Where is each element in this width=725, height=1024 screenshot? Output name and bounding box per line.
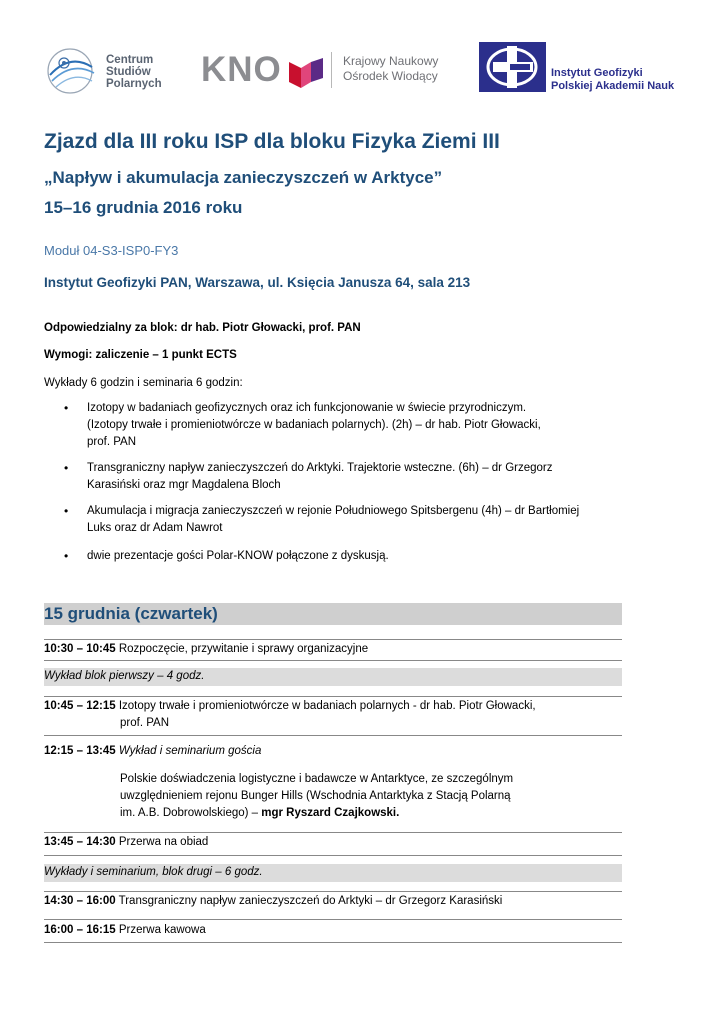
venue: Instytut Geofizyki PAN, Warszawa, ul. Księcia Janusza 64, sala 213 bbox=[44, 275, 471, 290]
responsible-person: Odpowiedzialny za blok: dr hab. Piotr Głowacki, prof. PAN bbox=[44, 322, 361, 334]
row-text: Przerwa na obiad bbox=[118, 836, 209, 848]
desc-line-2: uwzględnieniem rejonu Bunger Hills (Wschodnia Antarktyka z Stacją Polarną bbox=[120, 790, 511, 802]
guest-lecture-description bbox=[44, 771, 622, 822]
igf-logo-text bbox=[551, 67, 674, 93]
divider bbox=[44, 855, 622, 856]
event-date: 15–16 grudnia 2016 roku bbox=[44, 198, 243, 217]
desc-line-3: im. A.B. Dobrowolskiego) – bbox=[120, 807, 259, 819]
table-row bbox=[44, 893, 622, 910]
row-text-cont: prof. PAN bbox=[120, 717, 169, 729]
row-time: 10:30 – 10:45 bbox=[44, 643, 116, 655]
table-row bbox=[44, 922, 622, 939]
divider bbox=[44, 832, 622, 833]
lecture-2-line-1: • Transgraniczny napływ zanieczyszczeń do Arktyki. Trajektorie wsteczne. (6h) – dr Grzegorz bbox=[87, 462, 553, 474]
logo-bar bbox=[44, 40, 684, 100]
row-time: 12:15 – 13:45 bbox=[44, 745, 116, 757]
page-title: Zjazd dla III roku ISP dla bloku Fizyka Ziemi III bbox=[44, 130, 500, 153]
divider bbox=[44, 639, 622, 640]
block-heading-2: Wykłady i seminarium, blok drugi – 6 godz. bbox=[44, 864, 622, 882]
know-wordmark: KNO bbox=[201, 50, 282, 89]
desc-line-1: Polskie doświadczenia logistyczne i badawcze w Antarktyce, ze szczególnym bbox=[120, 773, 514, 785]
lecture-3-line-2: Luks oraz dr Adam Nawrot bbox=[87, 522, 223, 534]
block-heading-1: Wykład blok pierwszy – 4 godz. bbox=[44, 668, 622, 686]
know-subtitle bbox=[343, 54, 438, 84]
row-text: Rozpoczęcie, przywitanie i sprawy organizacyjne bbox=[118, 643, 369, 655]
know-sub-line-2: Ośrodek Wiodący bbox=[343, 69, 438, 83]
page-subtitle: „Napływ i akumulacja zanieczyszczeń w Arktyce” bbox=[44, 168, 443, 187]
module-code: Moduł 04-S3-ISP0-FY3 bbox=[44, 243, 179, 258]
csp-line-1: Centrum bbox=[106, 54, 154, 66]
divider bbox=[44, 660, 622, 661]
list-item bbox=[44, 400, 634, 451]
row-time: 10:45 – 12:15 bbox=[44, 700, 116, 712]
lecture-1-line-1: • Izotopy w badaniach geofizycznych oraz ich funkcjonowanie w świecie przyrodniczym. bbox=[87, 402, 527, 414]
row-text: Wykład i seminarium gościa bbox=[118, 745, 262, 757]
requirements: Wymogi: zaliczenie – 1 punkt ECTS bbox=[44, 349, 237, 361]
lecture-4-line-1: • dwie prezentacje gości Polar-KNOW połączone z dyskusją. bbox=[87, 550, 389, 562]
table-row bbox=[44, 834, 622, 851]
csp-line-3: Polarnych bbox=[106, 78, 162, 90]
know-separator bbox=[331, 52, 332, 88]
csp-line-2: Studiów bbox=[106, 66, 151, 78]
know-w-mark-icon bbox=[289, 58, 323, 88]
igf-line-2: Polskiej Akademii Nauk bbox=[551, 80, 675, 92]
igf-emblem bbox=[479, 42, 546, 92]
logo-know bbox=[201, 48, 461, 94]
know-sub-line-1: Krajowy Naukowy bbox=[343, 54, 439, 68]
row-text: Izotopy trwałe i promieniotwórcze w badaniach polarnych - dr hab. Piotr Głowacki, bbox=[118, 700, 536, 712]
igf-line-1: Instytut Geofizyki bbox=[551, 67, 643, 79]
igf-globe-icon bbox=[479, 42, 546, 92]
day-heading: 15 grudnia (czwartek) bbox=[44, 603, 622, 625]
divider bbox=[44, 942, 622, 943]
table-row bbox=[44, 743, 622, 760]
desc-line-3-wrap bbox=[44, 805, 622, 822]
row-text: Przerwa kawowa bbox=[118, 924, 206, 936]
logo-instytut-geofizyki bbox=[479, 40, 689, 96]
table-row bbox=[44, 698, 622, 732]
divider bbox=[44, 919, 622, 920]
lecture-1-line-2: (Izotopy trwałe i promieniotwórcze w badaniach polarnych). (2h) – dr hab. Piotr Głowacki, bbox=[87, 419, 541, 431]
divider bbox=[44, 696, 622, 697]
row-time: 13:45 – 14:30 bbox=[44, 836, 116, 848]
divider bbox=[44, 735, 622, 736]
lecture-1-line-3: prof. PAN bbox=[87, 436, 136, 448]
row-time: 16:00 – 16:15 bbox=[44, 924, 116, 936]
lecture-list bbox=[44, 400, 634, 565]
list-item bbox=[44, 503, 634, 537]
csp-logo-text bbox=[106, 54, 162, 90]
row-text: Transgraniczny napływ zanieczyszczeń do Arktyki – dr Grzegorz Karasiński bbox=[118, 895, 503, 907]
polar-globe-icon bbox=[44, 45, 102, 97]
row-time: 14:30 – 16:00 bbox=[44, 895, 116, 907]
lecture-2-line-2: Karasiński oraz mgr Magdalena Bloch bbox=[87, 479, 281, 491]
table-row bbox=[44, 641, 622, 658]
lecture-3-line-1: • Akumulacja i migracja zanieczyszczeń w rejonie Południowego Spitsbergenu (4h) – dr Bartłomiej bbox=[87, 505, 580, 517]
logo-centrum-studiow-polarnych bbox=[44, 45, 179, 97]
list-item bbox=[44, 548, 634, 565]
guest-name: mgr Ryszard Czajkowski. bbox=[261, 807, 400, 819]
divider bbox=[44, 891, 622, 892]
hours-summary: Wykłady 6 godzin i seminaria 6 godzin: bbox=[44, 377, 243, 389]
list-item bbox=[44, 460, 634, 494]
